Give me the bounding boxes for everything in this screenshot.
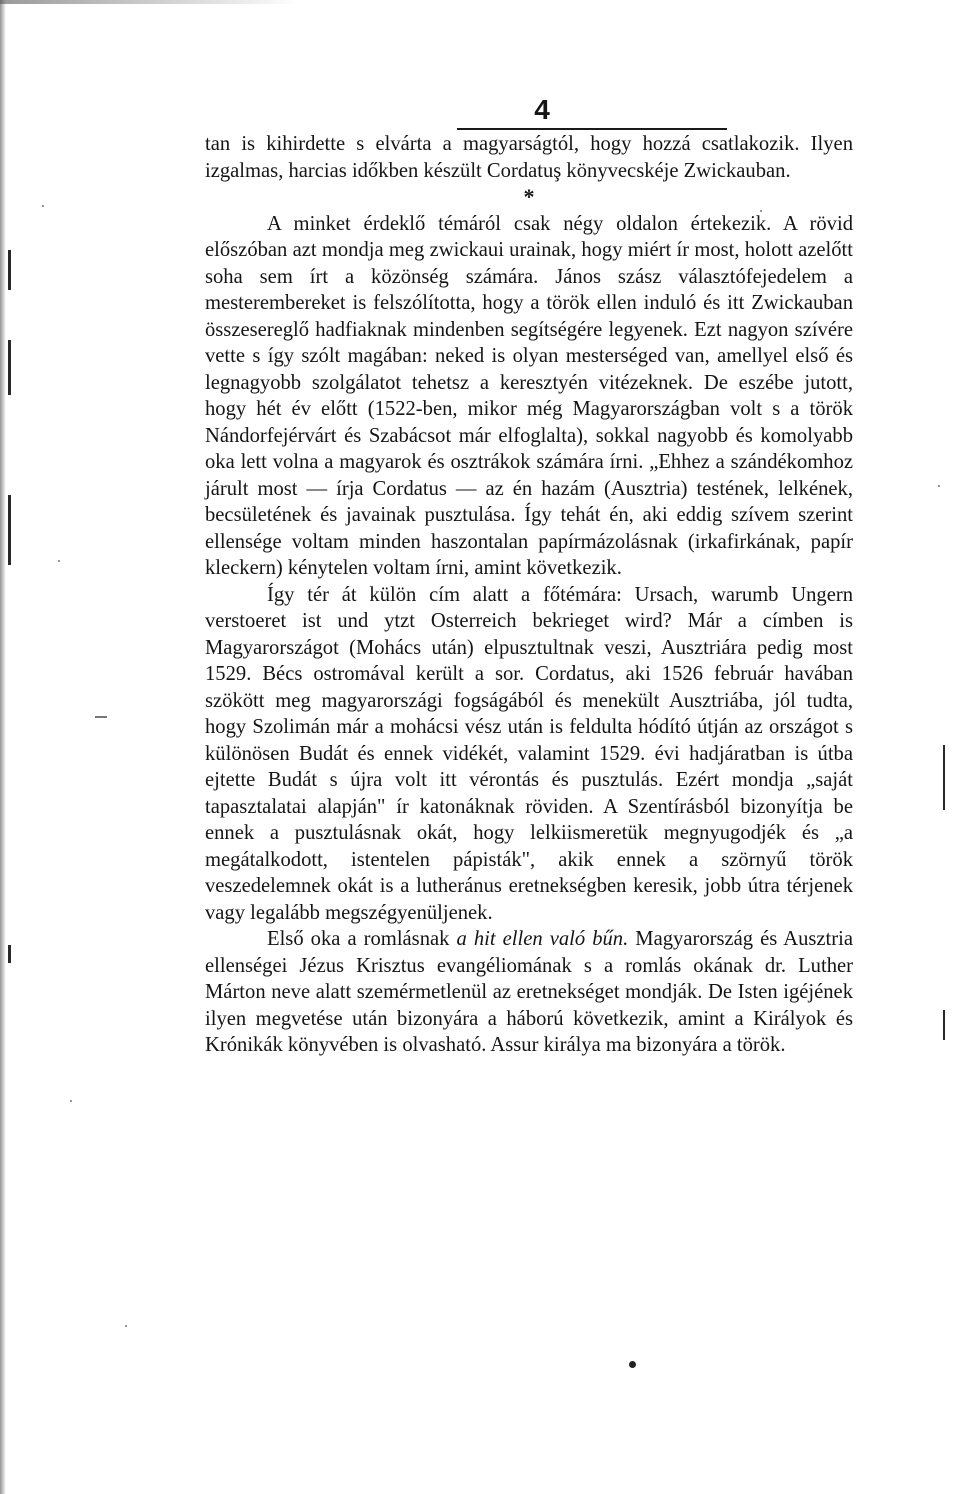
margin-mark bbox=[8, 945, 11, 963]
scan-speck bbox=[95, 716, 107, 718]
paragraph: tan is kihirdette s elvárta a magyarságtól, hogy hozzá csatlakozik. Ilyen izgalmas, harcias időkben készült Cordatuş könyvecskéje Zwickauban. bbox=[205, 133, 853, 182]
scan-speck bbox=[70, 1100, 72, 1102]
scan-speck bbox=[42, 205, 44, 207]
scan-shadow-left bbox=[0, 0, 6, 1494]
paragraph bbox=[205, 926, 853, 1059]
ink-dot bbox=[629, 1361, 636, 1368]
page-number: 4 bbox=[534, 94, 550, 125]
paragraph: A minket érdeklő témáról csak négy oldalon értekezik. A rövid előszóban azt mondja meg zwickaui urainak, hogy miért ír most, holott azelőtt soha sem írt a közönség számára. János szász választófejedelem a mesterembereket is felszólította, hogy a török ellen induló és itt Zwickauban összesereglő hadfiaknak mindenben segítségére legyenek. Ezt nagyon szívére vette s így szólt magában: neked is olyan mesterséged van, amellyel első és legnagyobb szolgálatot tehetsz a keresztyén vitézeknek. De eszébe jutott, hogy hét év előtt (1522-ben, mikor még Magyarországban volt s a török Nándorfejérvárt és Szabácsot már elfoglalta), sokkal nagyobb és komolyabb oka lett volna a magyarok és osztrákok számára írni. „Ehhez a szándékomhoz járult most — írja Cordatus — az én hazám (Ausztria) testének, lelkének, becsületének és javainak pusztulása. Így tehát én, aki eddig szívem szerint ellensége voltam minden haszontalan papírmázolásnak (irkafirkának, papír kleckern) kénytelen voltam írni, amint következik. bbox=[205, 212, 853, 579]
body-text bbox=[205, 131, 853, 1059]
margin-mark bbox=[8, 250, 11, 290]
section-separator: * bbox=[523, 184, 535, 209]
scan-speck bbox=[938, 485, 940, 487]
paragraph: Így tér át külön cím alatt a főtémára: Ursach, warumb Ungern verstoeret ist und ytzt Osterreich bekrieget wird? Már a címben is Magyarországot (Mohács után) elpusztultnak veszi, Ausztriára pedig most 1529. Bécs ostromával került a sor. Cordatus, aki 1526 február havában szökött meg magyarországi fogságából és menekült Ausztriába, jól tudta, hogy Szolimán már a mohácsi vész után is feldulta hódító útján az országot s különösen Budát és ennek vidékét, valamint 1529. évi hadjáratban is útba ejtette Budát s újra volt itt vérontás és pusztulás. Ezért mondja „saját tapasztalatai alapján" ír katonáknak röviden. A Szentírásból bizonyítja be ennek a pusztulásnak okát, hogy lelkiismeretük megnyugodjék és „a megátalkodott, istentelen pápisták", akik ennek a szörnyű török veszedelemnek okát is a lutheránus eretnekségben keresik, jobb útra térjenek vagy legalább megszégyenüljenek. bbox=[205, 583, 853, 924]
margin-mark bbox=[8, 495, 11, 565]
emphasis: a hit ellen való bűn. bbox=[456, 928, 629, 950]
scan-speck bbox=[58, 560, 60, 562]
page-number-rule bbox=[457, 128, 727, 130]
paragraph-rest: Magyarország és Ausztria ellenségei Jézus Krisztus evangéliomának s a romlás okának dr. Luther Márton neve alatt szemérmetlenül az eretnekséget mondják. De Isten igéjének ilyen megvetése után bizonyára a háború következik, amint a Királyok és Krónikák könyvében is olvasható. Assur királya ma bizonyára a török. bbox=[205, 928, 853, 1056]
scan-speck bbox=[125, 1325, 127, 1327]
paragraph-lead: Első oka a romlásnak bbox=[267, 928, 457, 950]
margin-mark bbox=[943, 745, 945, 810]
margin-mark bbox=[943, 1010, 945, 1040]
scan-shadow-top bbox=[0, 0, 300, 4]
margin-mark bbox=[8, 340, 11, 395]
